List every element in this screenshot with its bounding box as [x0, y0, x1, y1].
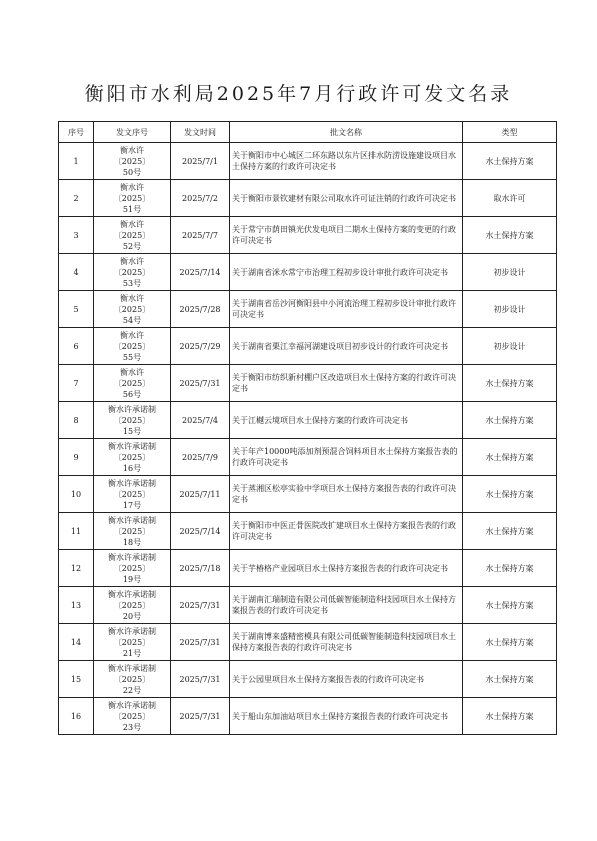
- doc-number-year: 〔2025〕: [113, 267, 151, 277]
- document-name: 关于湖南省洣水常宁市治理工程初步设计审批行政许可决定书: [230, 254, 463, 291]
- table-row: [59, 328, 557, 365]
- row-number: 7: [59, 365, 94, 402]
- document-name: 关于船山东加油站项目水土保持方案报告表的行政许可决定书: [230, 698, 463, 735]
- permit-type: 水土保持方案: [463, 439, 557, 476]
- doc-number-year: 〔2025〕: [113, 711, 151, 721]
- row-number: 8: [59, 402, 94, 439]
- permit-type: 水土保持方案: [463, 698, 557, 735]
- doc-number-num: 54号: [122, 315, 142, 325]
- doc-number-prefix: 衡水许承诺制: [108, 515, 156, 525]
- permit-table: [58, 121, 557, 735]
- header-name: 批文名称: [230, 122, 463, 143]
- issue-date: 2025/7/4: [171, 402, 230, 439]
- doc-number-num: 18号: [122, 537, 142, 547]
- permit-type: 水土保持方案: [463, 402, 557, 439]
- issue-date: 2025/7/9: [171, 439, 230, 476]
- permit-type: 初步设计: [463, 291, 557, 328]
- row-number: 13: [59, 587, 94, 624]
- doc-number: [94, 476, 171, 513]
- document-name: 关于衡阳市纺织新村棚户区改造项目水土保持方案的行政许可决定书: [230, 365, 463, 402]
- document-name: 关于年产10000吨添加剂预混合饲料项目水土保持方案报告表的行政许可决定书: [230, 439, 463, 476]
- doc-number-prefix: 衡水许承诺制: [108, 663, 156, 673]
- issue-date: 2025/7/11: [171, 476, 230, 513]
- table-row: [59, 513, 557, 550]
- doc-number-num: 15号: [122, 426, 142, 436]
- doc-number-num: 21号: [122, 648, 142, 658]
- doc-number-num: 23号: [122, 722, 142, 732]
- doc-number-year: 〔2025〕: [113, 193, 151, 203]
- table-row: [59, 476, 557, 513]
- table-row: [59, 550, 557, 587]
- header-type: 类型: [463, 122, 557, 143]
- doc-number: [94, 143, 171, 180]
- doc-number: [94, 328, 171, 365]
- row-number: 6: [59, 328, 94, 365]
- doc-number-year: 〔2025〕: [113, 637, 151, 647]
- doc-number: [94, 180, 171, 217]
- table-row: [59, 624, 557, 661]
- doc-number-prefix: 衡水许: [120, 145, 144, 155]
- doc-number-prefix: 衡水许承诺制: [108, 441, 156, 451]
- issue-date: 2025/7/7: [171, 217, 230, 254]
- document-name: 关于湖南省栗江幸福河湖建设项目初步设计的行政许可决定书: [230, 328, 463, 365]
- issue-date: 2025/7/18: [171, 550, 230, 587]
- document-name: 关于公园里项目水土保持方案报告表的行政许可决定书: [230, 661, 463, 698]
- doc-number-prefix: 衡水许: [120, 330, 144, 340]
- doc-number-num: 52号: [122, 241, 142, 251]
- doc-number-prefix: 衡水许承诺制: [108, 626, 156, 636]
- row-number: 4: [59, 254, 94, 291]
- table-header-row: [59, 122, 557, 143]
- doc-number-prefix: 衡水许: [120, 182, 144, 192]
- doc-number: [94, 254, 171, 291]
- page-title: 衡阳市水利局2025年7月行政许可发文名录: [84, 83, 513, 105]
- document-name: 关于衡阳市中医正骨医院改扩建项目水土保持方案报告表的行政许可决定书: [230, 513, 463, 550]
- header-doc-no: 发文序号: [94, 122, 171, 143]
- issue-date: 2025/7/29: [171, 328, 230, 365]
- doc-number-num: 16号: [122, 463, 142, 473]
- doc-number-num: 53号: [122, 278, 142, 288]
- doc-number: [94, 661, 171, 698]
- row-number: 2: [59, 180, 94, 217]
- doc-number-num: 56号: [122, 389, 142, 399]
- issue-date: 2025/7/28: [171, 291, 230, 328]
- permit-type: 水土保持方案: [463, 624, 557, 661]
- table-row: [59, 143, 557, 180]
- header-date: 发文时间: [171, 122, 230, 143]
- doc-number-num: 20号: [122, 611, 142, 621]
- permit-type: 水土保持方案: [463, 217, 557, 254]
- doc-number: [94, 587, 171, 624]
- doc-number-year: 〔2025〕: [113, 489, 151, 499]
- doc-number: [94, 624, 171, 661]
- row-number: 12: [59, 550, 94, 587]
- document-name: 关于衡阳市中心城区二环东路以东片区排水防涝设施建设项目水土保持方案的行政许可决定书: [230, 143, 463, 180]
- issue-date: 2025/7/31: [171, 587, 230, 624]
- header-no: 序号: [59, 122, 94, 143]
- table-row: [59, 291, 557, 328]
- table-row: [59, 661, 557, 698]
- document-name: 关于芋椿格产业园项目水土保持方案报告表的行政许可决定书: [230, 550, 463, 587]
- table-row: [59, 587, 557, 624]
- doc-number-prefix: 衡水许: [120, 293, 144, 303]
- doc-number: [94, 439, 171, 476]
- permit-type: 水土保持方案: [463, 513, 557, 550]
- doc-number-year: 〔2025〕: [113, 526, 151, 536]
- doc-number-num: 22号: [122, 685, 142, 695]
- doc-number-year: 〔2025〕: [113, 156, 151, 166]
- row-number: 5: [59, 291, 94, 328]
- permit-type: 初步设计: [463, 254, 557, 291]
- doc-number-year: 〔2025〕: [113, 563, 151, 573]
- permit-type: 水土保持方案: [463, 143, 557, 180]
- doc-number: [94, 550, 171, 587]
- issue-date: 2025/7/2: [171, 180, 230, 217]
- issue-date: 2025/7/31: [171, 365, 230, 402]
- doc-number-year: 〔2025〕: [113, 341, 151, 351]
- doc-number: [94, 698, 171, 735]
- doc-number-prefix: 衡水许: [120, 219, 144, 229]
- table-row: [59, 698, 557, 735]
- doc-number-prefix: 衡水许: [120, 367, 144, 377]
- doc-number-year: 〔2025〕: [113, 415, 151, 425]
- doc-number-num: 55号: [122, 352, 142, 362]
- doc-number-prefix: 衡水许承诺制: [108, 700, 156, 710]
- doc-number: [94, 402, 171, 439]
- doc-number: [94, 291, 171, 328]
- doc-number-num: 51号: [122, 204, 142, 214]
- permit-type: 水土保持方案: [463, 587, 557, 624]
- doc-number-year: 〔2025〕: [113, 600, 151, 610]
- issue-date: 2025/7/31: [171, 624, 230, 661]
- row-number: 11: [59, 513, 94, 550]
- table-row: [59, 365, 557, 402]
- table-body: [59, 143, 557, 735]
- row-number: 3: [59, 217, 94, 254]
- document-name: 关于湖南省岳沙河衡阳县中小河流治理工程初步设计审批行政许可决定书: [230, 291, 463, 328]
- permit-type: 水土保持方案: [463, 661, 557, 698]
- document-name: 关于衡阳市景钦建材有限公司取水许可证注销的行政许可决定书: [230, 180, 463, 217]
- doc-number-prefix: 衡水许承诺制: [108, 552, 156, 562]
- doc-number-prefix: 衡水许承诺制: [108, 478, 156, 488]
- permit-type: 取水许可: [463, 180, 557, 217]
- doc-number: [94, 217, 171, 254]
- doc-number-prefix: 衡水许承诺制: [108, 589, 156, 599]
- document-name: 关于湖南博来盛精密模具有限公司低碳智能制造科技园项目水土保持方案报告表的行政许可决定书: [230, 624, 463, 661]
- doc-number-num: 19号: [122, 574, 142, 584]
- doc-number: [94, 365, 171, 402]
- document-name: 关于江樾云境项目水土保持方案的行政许可决定书: [230, 402, 463, 439]
- row-number: 15: [59, 661, 94, 698]
- doc-number: [94, 513, 171, 550]
- permit-type: 水土保持方案: [463, 476, 557, 513]
- table-row: [59, 439, 557, 476]
- row-number: 9: [59, 439, 94, 476]
- row-number: 10: [59, 476, 94, 513]
- doc-number-year: 〔2025〕: [113, 452, 151, 462]
- table-row: [59, 402, 557, 439]
- doc-number-prefix: 衡水许承诺制: [108, 404, 156, 414]
- table-row: [59, 180, 557, 217]
- issue-date: 2025/7/14: [171, 513, 230, 550]
- table-row: [59, 254, 557, 291]
- doc-number-year: 〔2025〕: [113, 378, 151, 388]
- issue-date: 2025/7/31: [171, 661, 230, 698]
- issue-date: 2025/7/1: [171, 143, 230, 180]
- doc-number-year: 〔2025〕: [113, 230, 151, 240]
- permit-type: 初步设计: [463, 328, 557, 365]
- doc-number-prefix: 衡水许: [120, 256, 144, 266]
- row-number: 14: [59, 624, 94, 661]
- table-row: [59, 217, 557, 254]
- document-name: 关于湖南汇瑞制造有限公司低碳智能制造科技园项目水土保持方案报告表的行政许可决定书: [230, 587, 463, 624]
- permit-type: 水土保持方案: [463, 365, 557, 402]
- row-number: 1: [59, 143, 94, 180]
- document-name: 关于常宁市荫田镇光伏发电项目二期水土保持方案的变更的行政许可决定书: [230, 217, 463, 254]
- issue-date: 2025/7/31: [171, 698, 230, 735]
- permit-type: 水土保持方案: [463, 550, 557, 587]
- issue-date: 2025/7/14: [171, 254, 230, 291]
- doc-number-year: 〔2025〕: [113, 304, 151, 314]
- row-number: 16: [59, 698, 94, 735]
- doc-number-num: 17号: [122, 500, 142, 510]
- document-name: 关于蒸湘区松亭实验中学项目水土保持方案报告表的行政许可决定书: [230, 476, 463, 513]
- doc-number-year: 〔2025〕: [113, 674, 151, 684]
- doc-number-num: 50号: [122, 167, 142, 177]
